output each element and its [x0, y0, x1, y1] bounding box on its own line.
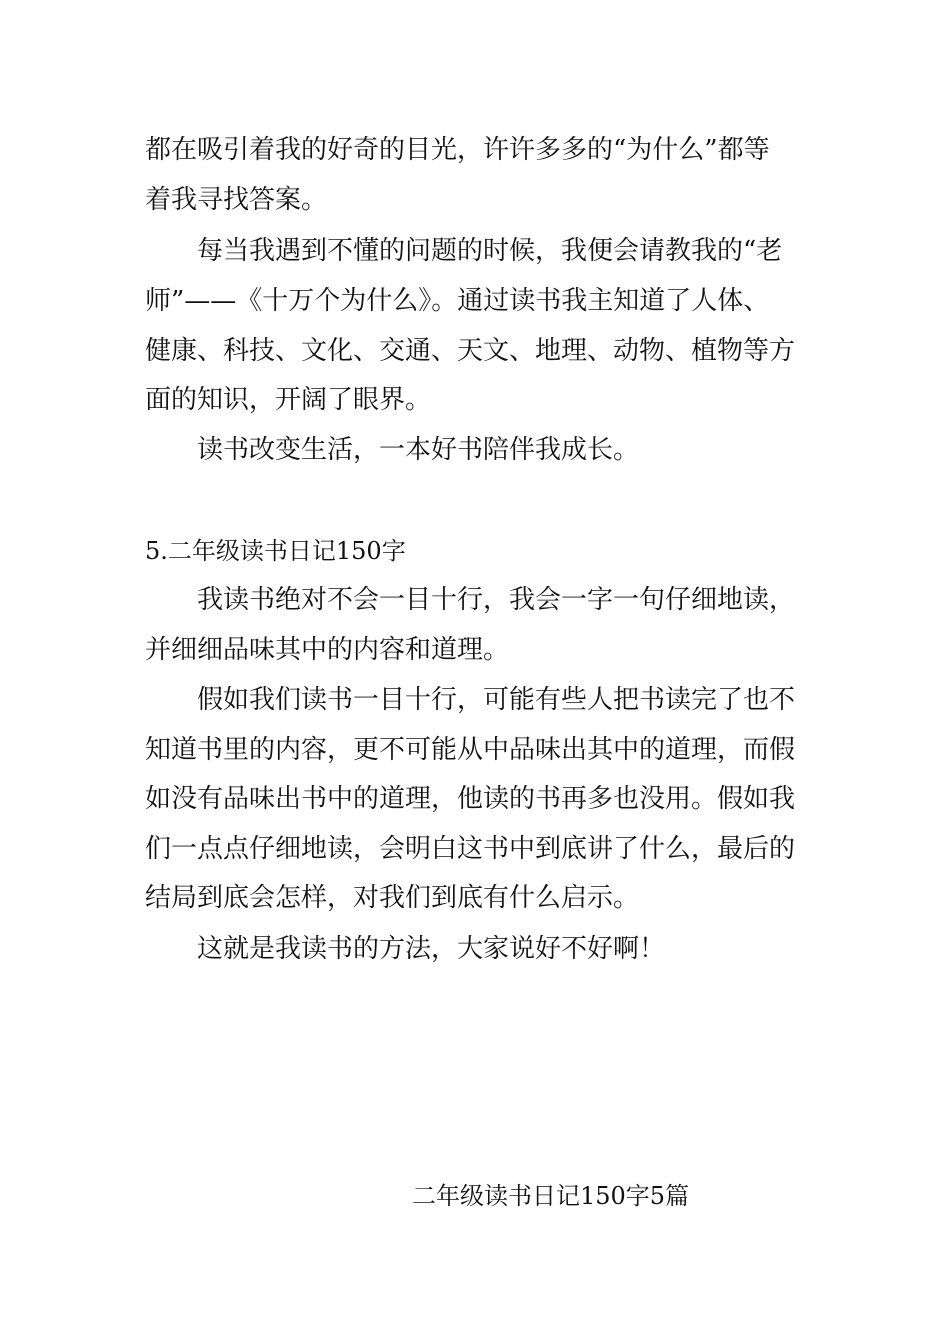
paragraph-line: 我读书绝对不会一目十行，我会一字一句仔细地读， — [197, 585, 796, 615]
page-footer: 二年级读书日记150字5篇 — [412, 1182, 690, 1210]
paragraph-line: 们一点点仔细地读，会明白这书中到底讲了什么，最后的 — [145, 834, 796, 864]
paragraph-line: 知道书里的内容，更不可能从中品味出其中的道理，而假 — [145, 735, 796, 765]
paragraph-line: 师”——《十万个为什么》。通过读书我主知道了人体、 — [145, 286, 770, 316]
section-heading: 5.二年级读书日记150字 — [145, 537, 406, 565]
paragraph-line: 健康、科技、文化、交通、天文、地理、动物、植物等方 — [145, 336, 796, 366]
paragraph-line: 读书改变生活，一本好书陪伴我成长。 — [197, 435, 640, 465]
paragraph-line: 如没有品味出书中的道理，他读的书再多也没用。假如我 — [145, 784, 796, 814]
paragraph-line: 这就是我读书的方法，大家说好不好啊！ — [197, 934, 666, 964]
paragraph-line: 假如我们读书一目十行，可能有些人把书读完了也不 — [197, 685, 796, 715]
paragraph-line: 面的知识，开阔了眼界。 — [145, 385, 432, 415]
paragraph-line: 并细细品味其中的内容和道理。 — [145, 635, 510, 665]
paragraph-line: 每当我遇到不懂的问题的时候，我便会请教我的“老 — [197, 236, 783, 266]
paragraph-line: 都在吸引着我的好奇的目光，许许多多的“为什么”都等 — [145, 135, 770, 165]
paragraph-line: 着我寻找答案。 — [145, 185, 328, 215]
paragraph-line: 结局到底会怎样，对我们到底有什么启示。 — [145, 883, 640, 913]
